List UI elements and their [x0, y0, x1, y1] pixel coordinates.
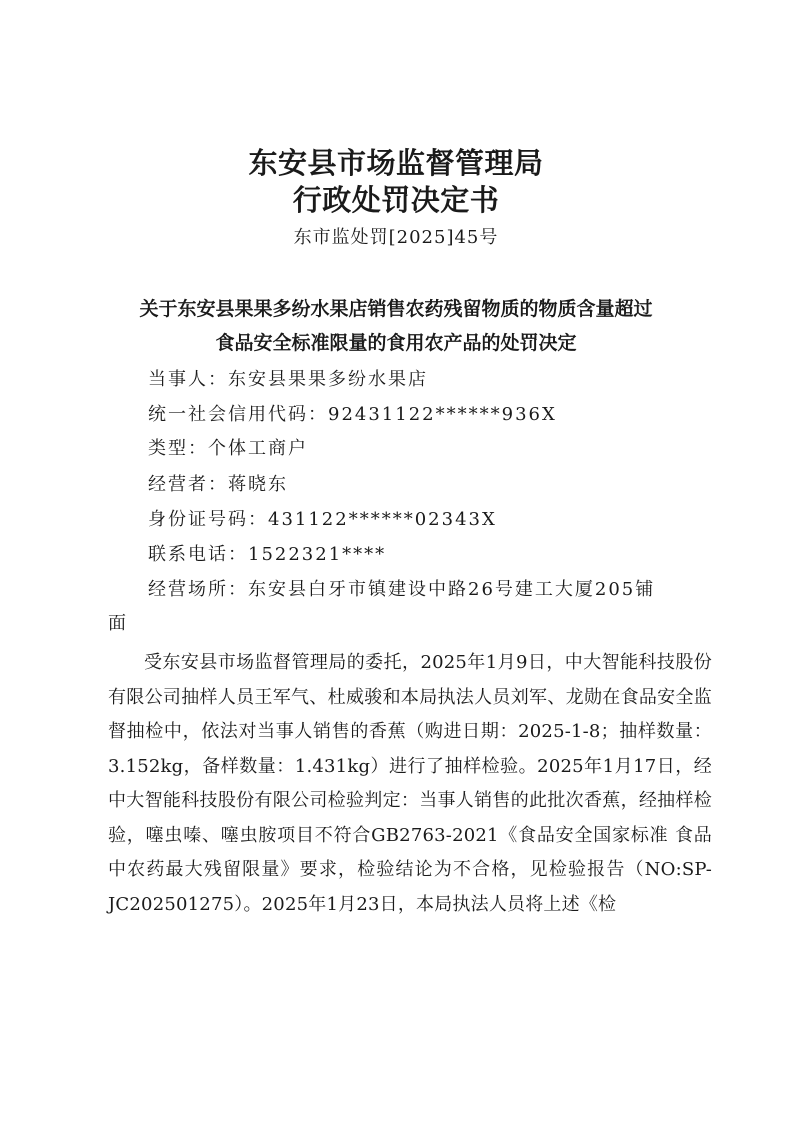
decision-subject-line-2: 食品安全标准限量的食用农产品的处罚决定 — [215, 332, 577, 354]
party-credit-code: 统一社会信用代码：92431122******936X — [148, 404, 557, 425]
party-address-continued: 面 — [108, 613, 126, 634]
document-number: 东市监处罚[2025]45号 — [293, 227, 499, 248]
case-facts-paragraph: 受东安县市场监督管理局的委托，2025年1月9日，中大智能科技股份有限公司抽样人员王军气、杜威骏和本局执法人员刘军、龙勋在食品安全监督抽检中，依法对当事人销售的香蕉（购进日期：2025-1-8；抽样数量：3.152kg，备样数量：1.431kg）进行了抽样检验。2025年1月17日，经中大智能科技股份有限公司检验判定：当事人销售的此批次香蕉，经抽样检验，噻虫嗪、噻虫胺项目不符合GB2763-2021《食品安全国家标准 食品中农药最大残留限量》要求，检验结论为不合格，见检验报告（NO:SP-JC202501275）。2025年1月23日，本局执法人员将上述《检 — [108, 652, 712, 915]
decision-subject-line-1: 关于东安县果果多纷水果店销售农药残留物质的物质含量超过 — [139, 298, 653, 320]
party-type: 类型：个体工商户 — [148, 438, 308, 459]
party-phone: 联系电话：1522321**** — [148, 544, 387, 565]
party-operator: 经营者：蒋晓东 — [148, 474, 288, 495]
document-type-title: 行政处罚决定书 — [292, 183, 500, 217]
party-address: 经营场所：东安县白牙市镇建设中路26号建工大厦205铺 — [148, 579, 656, 600]
authority-title: 东安县市场监督管理局 — [248, 146, 544, 180]
party-name: 当事人：东安县果果多纷水果店 — [148, 369, 428, 390]
party-id-number: 身份证号码：431122******02343X — [148, 509, 497, 530]
